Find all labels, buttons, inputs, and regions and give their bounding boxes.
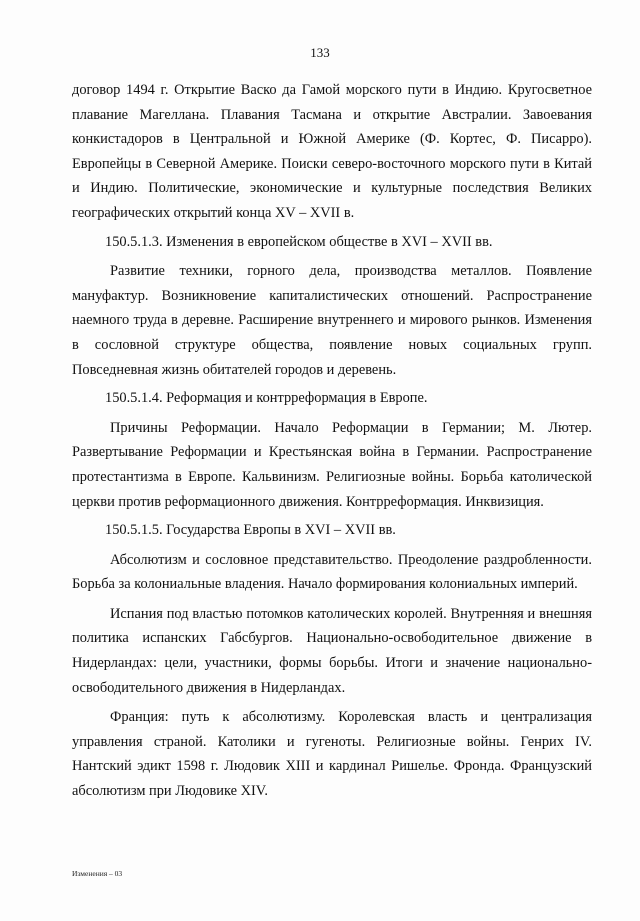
paragraph: Испания под властью потомков католических королей. Внутренняя и внешняя политика испанских Габсбургов. Национально-освободительное движение в Нидерландах: цели, участники, формы борьбы. Итоги и значение национально-освободительного движения в Нидерландах. <box>72 605 592 696</box>
revision-footer: Изменения – 03 <box>72 869 123 878</box>
section-heading: 150.5.1.3. Изменения в европейском обществе в XVI – XVII вв. <box>105 233 493 250</box>
paragraph: Причины Реформации. Начало Реформации в Германии; М. Лютер. Развертывание Реформации и Крестьянская война в Германии. Распространение протестантизма в Европе. Кальвинизм. Религиозные войны. Борьба католической церкви против реформационного движения. Контрреформация. Инквизиция. <box>72 419 592 510</box>
document-body <box>72 78 592 804</box>
section-heading: 150.5.1.5. Государства Европы в XVI – XVII вв. <box>105 522 396 539</box>
paragraph: Развитие техники, горного дела, производства металлов. Появление мануфактур. Возникновение капиталистических отношений. Распространение наемного труда в деревне. Расширение внутреннего и мирового рынков. Изменения в сословной структуре общества, появление новых социальных групп. Повседневная жизнь обитателей городов и деревень. <box>72 263 592 378</box>
page-number: 133 <box>310 45 330 60</box>
paragraph: Франция: путь к абсолютизму. Королевская власть и централизация управления страной. Католики и гугеноты. Религиозные войны. Генрих IV. Нантский эдикт 1598 г. Людовик XIII и кардинал Ришелье. Фронда. Французский абсолютизм при Людовике XIV. <box>72 709 592 800</box>
paragraph-continuation: договор 1494 г. Открытие Васко да Гамой морского пути в Индию. Кругосветное плавание Магеллана. Плавания Тасмана и открытие Австралии. Завоевания конкистадоров в Центральной и Южной Америке (Ф. Кортес, Ф. Писарро). Европейцы в Северной Америке. Поиски северо-восточного морского пути в Китай и Индию. Политические, экономические и культурные последствия Великих географических открытий конца XV – XVII в. <box>72 82 592 221</box>
section-heading: 150.5.1.4. Реформация и контрреформация в Европе. <box>105 390 428 407</box>
paragraph: Абсолютизм и сословное представительство. Преодоление раздробленности. Борьба за колониальные владения. Начало формирования колониальных империй. <box>72 551 592 593</box>
